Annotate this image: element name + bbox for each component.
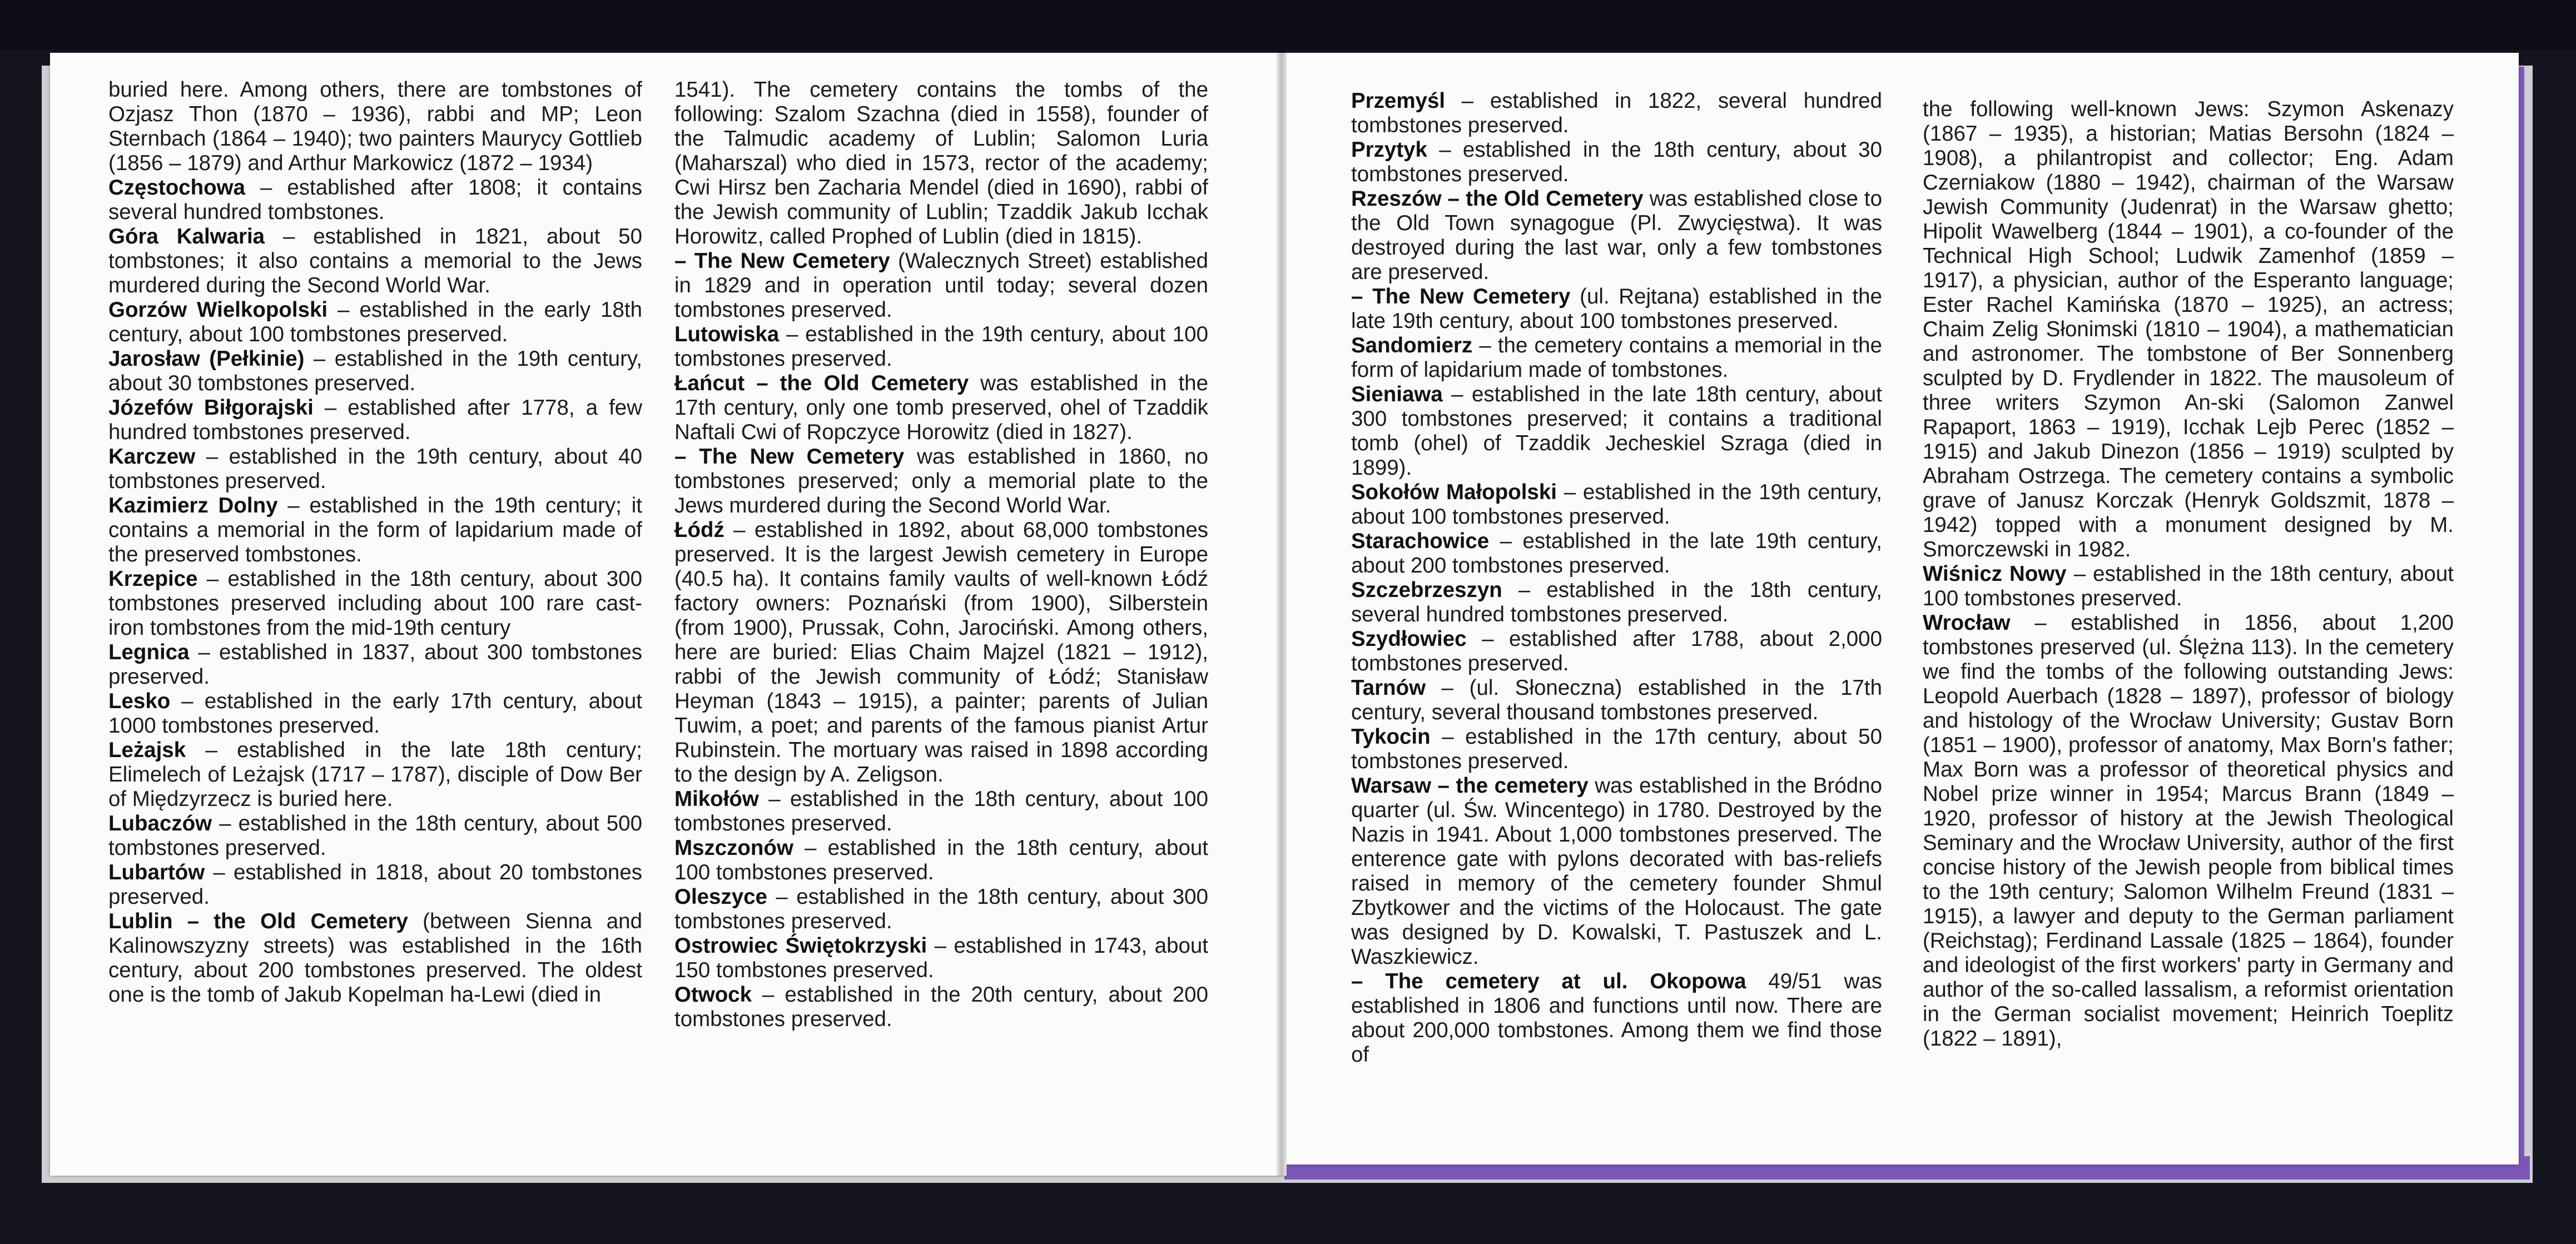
entry — [1351, 774, 1882, 969]
entry-name: Mikołów — [674, 787, 759, 811]
entry — [1351, 187, 1882, 285]
entry — [674, 78, 1208, 249]
entry-name: Leżajsk — [108, 738, 186, 762]
entry-text: – established in the 20th century, about 200 tombstones preserved. — [674, 983, 1208, 1031]
entry-name: – The New Cemetery — [674, 249, 890, 273]
entry-text: was established in 1860, no tombstones preserved; only a memorial plate to the Jews murdered during the Second World War. — [674, 445, 1208, 517]
entry-name: Rzeszów – the Old Cemetery — [1351, 187, 1644, 211]
entry-text: – established after 1808; it contains several hundred tombstones. — [108, 176, 642, 224]
entry-text: – established in the 18th century, about 30 tombstones preserved. — [1351, 138, 1882, 186]
entry-text: – established in the 19th century, about 100 tombstones preserved. — [1351, 480, 1882, 529]
entry-text: – established in the 18th century, about 300 tombstones preserved including about 100 rare cast-iron tombstones from the mid-19th century — [108, 567, 642, 640]
entry — [108, 445, 642, 494]
entry — [108, 860, 642, 909]
entry-name: Otwock — [674, 983, 752, 1007]
entry-text: – (ul. Słoneczna) established in the 17th century, several thousand tombstones preserved. — [1351, 676, 1882, 724]
entry-name: Lubaczów — [108, 812, 212, 835]
entry — [674, 836, 1208, 885]
entry — [1351, 285, 1882, 334]
entry-text: 1541). The cemetery contains the tombs of the following: Szalom Szachna (died in 1558), founder of the Talmudic academy of Lublin; Salomon Luria (Maharszal) who died in 1573, rector of the academy; Cwi Hirsz ben Zacharia Mendel (died in 1690), rabbi of the Jewish community of Lublin; Tzaddik Jakub Icchak Horowitz, called Prophed of Lublin (died in 1815). — [674, 78, 1208, 248]
entry-text: – established in the 18th century, about 300 tombstones preserved. — [674, 885, 1208, 933]
text-column-1 — [108, 78, 642, 1007]
entry — [1923, 562, 2454, 611]
entry-name: Krzepice — [108, 567, 198, 591]
entry — [674, 445, 1208, 518]
entry-text: – established in the 19th century, about 30 tombstones preserved. — [108, 347, 642, 395]
entry — [1351, 529, 1882, 578]
entry-text: (ul. Rejtana) established in the late 19th century, about 100 tombstones preserved. — [1351, 285, 1882, 333]
entry-name: Sokołów Małopolski — [1351, 480, 1557, 504]
entry-name: Przemyśl — [1351, 89, 1446, 113]
entry-text: – established in the 18th century, about 100 tombstones preserved. — [674, 836, 1208, 884]
entry-name: Starachowice — [1351, 529, 1490, 553]
entry-text: – established in the 19th century; it contains a memorial in the form of lapidarium made of the preserved tombstones. — [108, 494, 642, 566]
entry-name: Tarnów — [1351, 676, 1426, 700]
entry — [1351, 969, 1882, 1067]
entry-text: (between Sienna and Kalinowszyzny streets) was established in the 16th century, about 200 tombstones preserved. The oldest one is the tomb of Jakub Kopelman ha-Lewi (died in — [108, 909, 642, 1007]
entry-name: – The cemetery at ul. Okopowa — [1351, 969, 1746, 993]
entry — [108, 812, 642, 860]
entry-name: Warsaw – the cemetery — [1351, 774, 1589, 798]
entry-name: Legnica — [108, 640, 190, 664]
entry-name: Lubartów — [108, 860, 205, 884]
entry-text: – established in the late 19th century, about 200 tombstones preserved. — [1351, 529, 1882, 578]
entry-name: Tykocin — [1351, 725, 1431, 749]
entry-name: Sandomierz — [1351, 334, 1473, 357]
entry-text: was established in the Bródno quarter (ul. Św. Wincentego) in 1780. Destroyed by the Nazis in 1941. About 1,000 tombstones preserved. The enterence gate with pylons decorated with bas-reliefs raised in memory of the cemetery founder Shmul Zbytkower and the victims of the Holocaust. The gate was designed by D. Kowalski, T. Pastuszek and L. Waszkiewicz. — [1351, 774, 1883, 969]
entry — [1351, 578, 1882, 627]
entry — [108, 396, 642, 445]
entry-text: – established in the late 18th century; Elimelech of Leżajsk (1717 – 1787), disciple of Dow Ber of Międzyrzecz is buried here. — [108, 738, 642, 811]
entry-text: – established in 1818, about 20 tombstones preserved. — [108, 860, 642, 909]
entry — [108, 225, 642, 298]
entry-text: – established in the late 18th century, about 300 tombstones preserved; it contains a traditional tomb (ohel) of Tzaddik Jecheskiel Szraga (died in 1899). — [1351, 382, 1882, 480]
entry-name: Częstochowa — [108, 176, 246, 200]
entry — [108, 567, 642, 640]
entry-name: Lutowiska — [674, 322, 780, 346]
entry-name: Oleszyce — [674, 885, 767, 909]
entry-text: (Walecznych Street) established in 1829 and in operation until today; several dozen tombstones preserved. — [674, 249, 1208, 322]
entry — [1923, 97, 2454, 562]
entry — [108, 909, 642, 1007]
entry-text: – established in 1892, about 68,000 tombstones preserved. It is the largest Jewish cemetery in Europe (40.5 ha). It contains family vaults of well-known Łódź factory owners: Poznański (from 1900), Silberstein (from 1900), Prussak, Cohn, Jarociński. Among others, here are buried: Elias Chaim Majzel (1821 – 1912), rabbi of the Jewish community of Łódź; Stanisław Heyman (1843 – 1915), a painter; parents of Julian Tuwim, a poet; and parents of the famous pianist Artur Rubinstein. The mortuary was raised in 1898 according to the design by A. Zeligson. — [674, 518, 1208, 787]
entry-text: – established in 1743, about 150 tombstones preserved. — [674, 934, 1208, 982]
entry-name: – The New Cemetery — [1351, 285, 1571, 308]
entry-text: – established in 1821, about 50 tombstones; it also contains a memorial to the Jews murdered during the Second World War. — [108, 225, 642, 297]
entry — [674, 885, 1208, 934]
entry — [674, 983, 1208, 1032]
entry — [674, 371, 1208, 445]
entry — [108, 738, 642, 812]
entry-text: – established in the 18th century, about 100 tombstones preserved. — [674, 787, 1208, 835]
entry-text: – established in 1856, about 1,200 tombstones preserved (ul. Ślężna 113). In the cemetery we find the tombs of the following outstanding Jews: Leopold Auerbach (1828 – 1897), professor of biology and histology of the Wrocław University; Gustav Born (1851 – 1900), professor of anatomy, Max Born's father; Max Born was a professor of theoretical physics and Nobel prize winner in 1954; Marcus Brann (1849 – 1920, professor of history at the Jewish Theological Seminary and the Wrocław University, author of the first concise history of the Jewish people from biblical times to the 19th century; Salomon Wilhelm Freund (1831 – 1915), a lawyer and deputy to the German parliament (Reichstag); Ferdinand Lassale (1825 – 1864), founder and ideologist of the first workers' party in Germany and author of the so-called lassalism, a reformist orientation in the German socialist movement; Heinrich Toeplitz (1822 – 1891), — [1923, 611, 2454, 1051]
entry-text: – established after 1788, about 2,000 tombstones preserved. — [1351, 627, 1882, 675]
entry — [108, 78, 642, 176]
entry-name: Sieniawa — [1351, 382, 1443, 406]
entry-name: Lublin – the Old Cemetery — [108, 909, 408, 933]
entry — [108, 640, 642, 689]
entry — [674, 322, 1208, 371]
entry-text: – established in the early 18th century, about 100 tombstones preserved. — [108, 298, 643, 346]
entry-name: Góra Kalwaria — [108, 225, 265, 248]
entry-name: Przytyk — [1351, 138, 1427, 162]
entry-name: Łódź — [674, 518, 724, 542]
entry-name: Mszczonów — [674, 836, 793, 860]
entry — [1923, 611, 2454, 1051]
entry-text: – established in the 18th century, about 500 tombstones preserved. — [108, 812, 642, 860]
entry-name: Wiśnicz Nowy — [1923, 562, 2067, 586]
entry-text: buried here. Among others, there are tombstones of Ozjasz Thon (1870 – 1936), rabbi and MP; Leon Sternbach (1864 – 1940); two painters Maurycy Gottlieb (1856 – 1879) and Arthur Markowicz (1872 – 1934) — [108, 78, 642, 175]
entry — [1351, 676, 1882, 725]
entry-text: – established in 1837, about 300 tombstones preserved. — [108, 640, 642, 689]
entry — [1351, 89, 1882, 138]
entry — [108, 347, 642, 396]
entry-text: was established close to the Old Town synagogue (Pl. Zwycięstwa). It was destroyed during the last war, only a few tombstones are preserved. — [1351, 187, 1883, 284]
scan-background — [0, 0, 2576, 50]
entry — [674, 249, 1208, 322]
entry-name: Kazimierz Dolny — [108, 494, 278, 517]
entry — [1351, 382, 1882, 480]
entry-text: – the cemetery contains a memorial in the form of lapidarium made of tombstones. — [1351, 334, 1882, 382]
entry-name: Szczebrzeszyn — [1351, 578, 1502, 602]
entry-text: – established in 1822, several hundred tombstones preserved. — [1351, 89, 1882, 137]
entry-text: – established in the early 17th century, about 1000 tombstones preserved. — [108, 689, 642, 738]
entry — [108, 176, 642, 225]
entry-name: Szydłowiec — [1351, 627, 1467, 651]
entry-text: was established in the 17th century, only one tomb preserved, ohel of Tzaddik Naftali Cwi of Ropczyce Horowitz (died in 1827). — [674, 371, 1208, 444]
page-gutter — [1277, 53, 1287, 1176]
entry — [108, 298, 642, 347]
entry-text: – established in the 19th century, about 40 tombstones preserved. — [108, 445, 642, 493]
entry-text: – established in the 17th century, about 50 tombstones preserved. — [1351, 725, 1882, 773]
entry — [674, 787, 1208, 836]
entry — [1351, 334, 1882, 382]
entry-text: – established in the 19th century, about 100 tombstones preserved. — [674, 322, 1208, 371]
entry-name: – The New Cemetery — [674, 445, 905, 469]
entry-name: Józefów Biłgorajski — [108, 396, 314, 420]
entry-text: the following well-known Jews: Szymon Askenazy (1867 – 1935), a historian; Matias Bersohn (1824 – 1908), a philantropist and collector; Eng. Adam Czerniakow (1880 – 1942), chairman of the Warsaw Jewish Community (Judenrat) in the Warsaw ghetto; Hipolit Wawelberg (1844 – 1901), a co-founder of the Technical High School; Ludwik Zamenhof (1859 – 1917), a physician, author of the Esperanto language; Ester Rachel Kamińska (1870 – 1925), an actress; Chaim Zelig Słonimski (1810 – 1904), a mathematician and astronomer. The tombstone of Ber Sonnenberg sculpted by D. Frydlender in 1822. The mausoleum of three writers Szymon An-ski (Salomon Zanwel Rapaport, 1863 – 1919), Icchak Lejb Perec (1852 – 1915) and Jakub Dinezon (1856 – 1919) sculpted by Abraham Ostrzega. The cemetery contains a symbolic grave of Janusz Korczak (Henryk Goldszmit, 1878 – 1942) topped with a monument designed by M. Smorczewski in 1982. — [1923, 97, 2454, 561]
entry-name: Łańcut – the Old Cemetery — [674, 371, 969, 395]
entry — [1351, 725, 1882, 774]
entry — [674, 518, 1208, 787]
entry-name: Karczew — [108, 445, 196, 469]
entry — [108, 689, 642, 738]
entry-name: Wrocław — [1923, 611, 2011, 635]
entry-name: Ostrowiec Świętokrzyski — [674, 934, 927, 958]
entry-text: – established in the 18th century, several hundred tombstones preserved. — [1351, 578, 1882, 626]
text-column-4 — [1923, 97, 2454, 1051]
entry — [674, 934, 1208, 983]
entry-name: Gorzów Wielkopolski — [108, 298, 328, 322]
entry — [1351, 627, 1882, 676]
entry — [1351, 138, 1882, 187]
text-column-2 — [674, 78, 1208, 1032]
entry-name: Lesko — [108, 689, 171, 713]
text-column-3 — [1351, 89, 1882, 1067]
entry — [108, 494, 642, 567]
entry-text: – established in the 18th century, about 100 tombstones preserved. — [1923, 562, 2454, 610]
entry-name: Jarosław (Pełkinie) — [108, 347, 305, 371]
entry-text: – established after 1778, a few hundred tombstones preserved. — [108, 396, 642, 444]
entry-text: 49/51 was established in 1806 and functions until now. There are about 200,000 tombstones. Among them we find those of — [1351, 969, 1883, 1067]
entry — [1351, 480, 1882, 529]
